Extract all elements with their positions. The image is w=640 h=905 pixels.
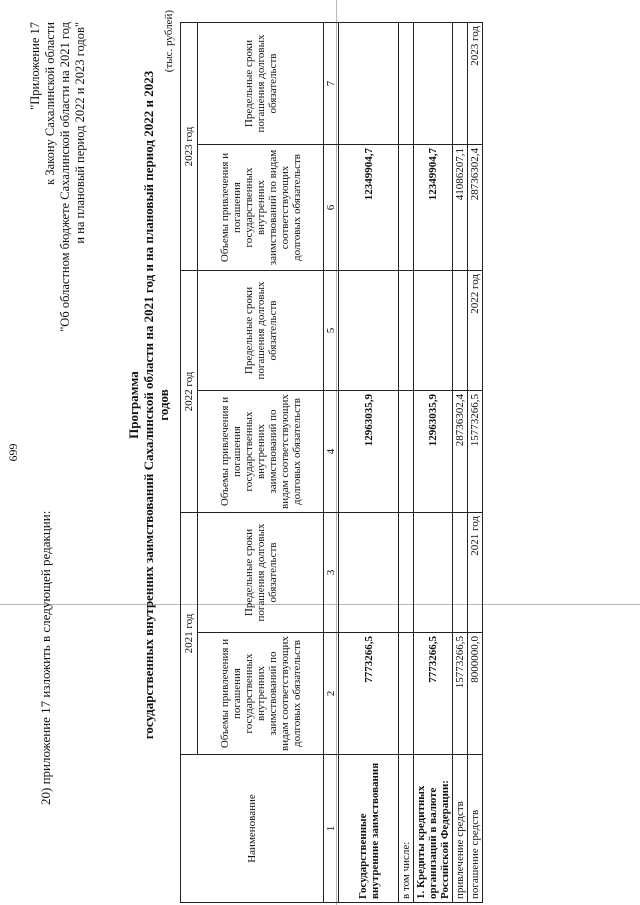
- units-label: (тыс. рублей): [163, 10, 175, 73]
- cell-value: 15773266,5: [453, 633, 468, 755]
- row-name: Государственные внутренние заимствования: [339, 755, 399, 903]
- appendix-header: [28, 22, 88, 462]
- cell-value: 7773266,5: [339, 633, 399, 755]
- cell-term: [339, 513, 399, 633]
- column-number: 4: [324, 391, 339, 513]
- row-name: в том числе:: [399, 755, 414, 903]
- year-header: 2021 год: [181, 513, 198, 755]
- column-number: 3: [324, 513, 339, 633]
- title-line: государственных внутренних заимствований Сахалинской области на 2021 год и на плановый период 2022 и 2023 годов: [141, 70, 171, 740]
- intro-text: 20) приложение 17 изложить в следующей редакции:: [38, 510, 53, 805]
- table-row: [339, 23, 399, 903]
- cell-value: 7773266,5: [414, 633, 453, 755]
- header-row-years: [181, 23, 198, 903]
- title-line: Программа: [126, 371, 141, 439]
- cell-term: [339, 23, 399, 145]
- year-header: 2022 год: [181, 271, 198, 513]
- cell-term: [414, 271, 453, 391]
- column-number-row: [324, 23, 339, 903]
- cell-term: [453, 271, 468, 391]
- column-number: 7: [324, 23, 339, 145]
- cell-term: [414, 23, 453, 145]
- appendix-line: "Об областном бюджете Сахалинской области на 2021 год: [58, 22, 72, 332]
- table-row: [414, 23, 453, 903]
- cell-term: [399, 513, 414, 633]
- column-number: 1: [324, 755, 339, 903]
- row-name: привлечение средств: [453, 755, 468, 903]
- cell-value: [399, 633, 414, 755]
- cell-term: [339, 271, 399, 391]
- cell-term: 2022 год: [468, 271, 483, 391]
- column-number: 6: [324, 145, 339, 271]
- cell-value: 12963035,9: [414, 391, 453, 513]
- table-row: [468, 23, 483, 903]
- page-number: 699: [6, 443, 20, 462]
- term-header: Предельные сроки погашения долговых обязательств: [198, 23, 324, 145]
- appendix-line: к Закону Сахалинской области: [43, 22, 57, 185]
- cell-term: 2023 год: [468, 23, 483, 145]
- name-header: Наименование: [181, 755, 324, 903]
- cell-value: [399, 391, 414, 513]
- cell-value: [399, 145, 414, 271]
- cell-term: 2021 год: [468, 513, 483, 633]
- row-name: погашение средств: [468, 755, 483, 903]
- cell-term: [453, 513, 468, 633]
- appendix-line: и на плановый период 2022 и 2023 годов": [73, 22, 87, 244]
- cell-value: 12349904,7: [339, 145, 399, 271]
- year-header: 2023 год: [181, 23, 198, 271]
- volume-header: Объемы привлечения и погашения государственных внутренних заимствований по видам соответствующих долговых обязательств: [198, 633, 324, 755]
- cell-term: [453, 23, 468, 145]
- column-number: 5: [324, 271, 339, 391]
- volume-header: Объемы привлечения и погашения государственных внутренних заимствований по видам соответствующих долговых обязательств: [198, 145, 324, 271]
- row-name: 1. Кредиты кредитных организаций в валюте Российской Федерации:: [414, 755, 453, 903]
- appendix-line: "Приложение 17: [28, 22, 42, 110]
- volume-header: Объемы привлечения и погашения государственных внутренних заимствований по видам соответствующих долговых обязательств: [198, 391, 324, 513]
- cell-value: 41086207,1: [453, 145, 468, 271]
- cell-term: [414, 513, 453, 633]
- term-header: Предельные сроки погашения долговых обязательств: [198, 513, 324, 633]
- cell-value: 12349904,7: [414, 145, 453, 271]
- table-row: [399, 23, 414, 903]
- document-title: [126, 55, 171, 755]
- table-row: [453, 23, 468, 903]
- cell-value: 28736302,4: [453, 391, 468, 513]
- cell-value: 12963035,9: [339, 391, 399, 513]
- cell-value: 15773266,5: [468, 391, 483, 513]
- borrowing-program-table: [180, 22, 483, 903]
- cell-value: 8000000,0: [468, 633, 483, 755]
- column-number: 2: [324, 633, 339, 755]
- cell-term: [399, 23, 414, 145]
- cell-value: 28736302,4: [468, 145, 483, 271]
- term-header: Предельные сроки погашения долговых обязательств: [198, 271, 324, 391]
- cell-term: [399, 271, 414, 391]
